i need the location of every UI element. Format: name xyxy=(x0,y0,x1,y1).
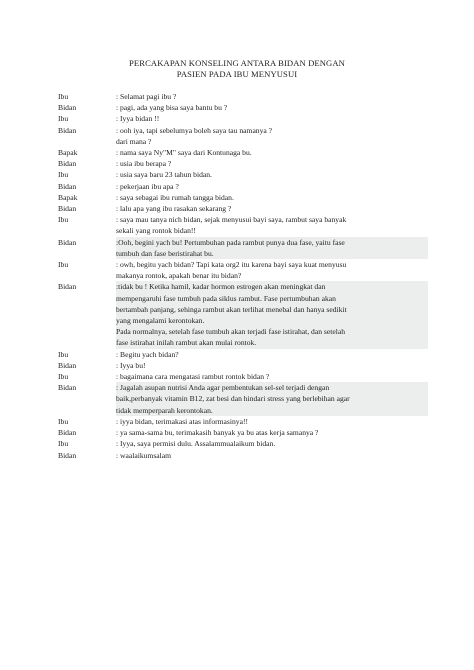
speaker-label: Bapak xyxy=(58,148,78,158)
dialog-row xyxy=(58,125,428,147)
dialog-row xyxy=(58,450,428,461)
utterance-line: :Ooh, begini yach bu! Pertumbuhan pada rambut punya dua fase, yaitu fase xyxy=(116,237,428,248)
dialog-row xyxy=(58,181,428,192)
dialog-list xyxy=(58,91,428,461)
utterance-line: : saya sebagai ibu rumah tangga bidan. xyxy=(116,192,234,202)
speaker-label: Bidan xyxy=(58,282,77,292)
dialog-row xyxy=(58,371,428,382)
utterance-line: Pada normalnya, setelah fase tumbuh akan terjadi fase istirahat, dan setelah xyxy=(116,326,428,337)
utterance-line: : waalaikumsalam xyxy=(116,450,172,460)
dialog-row xyxy=(58,360,428,371)
utterance-line: : Iyya, saya permisi dulu. Assalammualaikum bidan. xyxy=(116,439,276,449)
title-line-2: PASIEN PADA IBU MENYUSUI xyxy=(176,69,298,79)
speaker-label: Bapak xyxy=(58,192,78,202)
dialog-row xyxy=(58,203,428,214)
utterance-line: tidak memperparah kerontokan. xyxy=(116,405,428,416)
utterance-line: : Iyya bidan !! xyxy=(116,114,160,124)
title-line-1: PERCAKAPAN KONSELING ANTARA BIDAN DENGAN xyxy=(129,58,345,68)
speaker-label: Ibu xyxy=(58,92,69,101)
utterance-text xyxy=(116,349,428,360)
utterance-line: : Iyya bu! xyxy=(116,360,146,370)
utterance-text xyxy=(116,125,428,147)
utterance-text xyxy=(116,169,428,180)
utterance-line: dari mana ? xyxy=(116,136,152,146)
speaker-label: Ibu xyxy=(58,215,69,225)
utterance-text xyxy=(116,181,428,192)
utterance-line: : owh, begitu yach bidan? Tapi kata org2 itu karena bayi saya kuat menyusu xyxy=(116,260,347,270)
utterance-line: bertambah panjang, sehinga rambut akan terlihat menebal dan hanya sedikit xyxy=(116,304,428,315)
dialog-row xyxy=(58,113,428,124)
speaker-label: Ibu xyxy=(58,372,69,382)
utterance-line: : Begitu yach bidan? xyxy=(116,349,179,359)
utterance-text xyxy=(116,416,428,427)
utterance-text xyxy=(116,203,428,214)
utterance-line: :tidak bu ! Ketika hamil, kadar hormon estrogen akan meningkat dan xyxy=(116,281,428,292)
utterance-line: baik,perbanyak vitamin B12, zat besi dan hindari stress yang berlebihan agar xyxy=(116,393,428,404)
utterance-text xyxy=(116,237,428,259)
speaker-label: Bidan xyxy=(58,159,77,169)
utterance-line: : pagi, ada yang bisa saya bantu bu ? xyxy=(116,103,228,113)
dialog-row xyxy=(58,349,428,360)
speaker-label: Ibu xyxy=(58,260,69,270)
speaker-label: Bidan xyxy=(58,450,77,460)
utterance-text xyxy=(116,113,428,124)
dialog-row xyxy=(58,158,428,169)
dialog-row xyxy=(58,192,428,203)
speaker-label: Ibu xyxy=(58,114,69,124)
speaker-label: Bidan xyxy=(58,181,77,191)
document-title xyxy=(0,58,474,80)
dialog-row xyxy=(58,237,428,259)
utterance-text xyxy=(116,158,428,169)
utterance-text xyxy=(116,147,428,158)
dialog-row xyxy=(58,427,428,438)
dialog-row xyxy=(58,102,428,113)
speaker-label: Bidan xyxy=(58,237,77,247)
dialog-row xyxy=(58,214,428,236)
dialog-row xyxy=(58,438,428,449)
speaker-label: Bidan xyxy=(58,103,77,113)
utterance-line: : usia saya baru 23 tahun bidan. xyxy=(116,170,212,180)
speaker-label: Ibu xyxy=(58,349,69,359)
speaker-label: Bidan xyxy=(58,383,77,393)
utterance-line: : Jagalah asupan nutrisi Anda agar pembentukan sel-sel terjadi dengan xyxy=(116,382,428,393)
utterance-line: : saya mau tanya nich bidan, sejak menyusui bayi saya, rambut saya banyak xyxy=(116,215,347,225)
utterance-text xyxy=(116,259,428,281)
utterance-text xyxy=(116,102,428,113)
dialog-row xyxy=(58,259,428,281)
utterance-line: : iyya bidan, terimakasi atas informasinya!! xyxy=(116,416,249,426)
speaker-label: Bidan xyxy=(58,360,77,370)
speaker-label: Ibu xyxy=(58,170,69,180)
speaker-label: Bidan xyxy=(58,125,77,135)
utterance-line: yang mengalami kerontokan. xyxy=(116,315,428,326)
utterance-text xyxy=(116,382,428,416)
utterance-text xyxy=(116,192,428,203)
utterance-text xyxy=(116,450,428,461)
utterance-text xyxy=(116,281,428,348)
utterance-line: sekali yang rontok bidan!! xyxy=(116,226,196,236)
dialog-row xyxy=(58,281,428,348)
speaker-label: Ibu xyxy=(58,439,69,449)
utterance-line: : usia ibu berapa ? xyxy=(116,159,172,169)
utterance-line: fase istirahat inilah rambut akan mulai rontok. xyxy=(116,337,428,348)
utterance-line: : pekerjaan ibu apa ? xyxy=(116,181,179,191)
utterance-line: : Selamat pagi ibu ? xyxy=(116,92,177,101)
speaker-label: Bidan xyxy=(58,428,77,438)
dialog-row xyxy=(58,169,428,180)
dialog-row xyxy=(58,416,428,427)
speaker-label: Bidan xyxy=(58,204,77,214)
utterance-text xyxy=(116,427,428,438)
utterance-line: makanya rontok, apakah benar itu bidan? xyxy=(116,271,242,281)
utterance-line: : bagaimana cara mengatasi rambut rontok bidan ? xyxy=(116,372,270,382)
utterance-line: : ya sama-sama bu, terimakasih banyak ya bu atas kerja samanya ? xyxy=(116,428,319,438)
utterance-text xyxy=(116,214,428,236)
utterance-text xyxy=(116,371,428,382)
dialog-row xyxy=(58,147,428,158)
utterance-text xyxy=(116,91,428,102)
utterance-line: tumbuh dan fase beristirahat bu. xyxy=(116,248,428,259)
dialog-row xyxy=(58,91,428,102)
dialog-row xyxy=(58,382,428,416)
utterance-line: : ooh iya, tapi sebelumya boleh saya tau namanya ? xyxy=(116,125,273,135)
utterance-text xyxy=(116,438,428,449)
utterance-line: mempengaruhi fase tumbuh pada siklus rambut. Fase pertumbuhan akan xyxy=(116,293,428,304)
utterance-text xyxy=(116,360,428,371)
speaker-label: Ibu xyxy=(58,416,69,426)
utterance-line: : nama saya Ny"M" saya dari Kontunaga bu. xyxy=(116,148,252,158)
utterance-line: : lalu apa yang ibu rasakan sekarang ? xyxy=(116,204,232,214)
